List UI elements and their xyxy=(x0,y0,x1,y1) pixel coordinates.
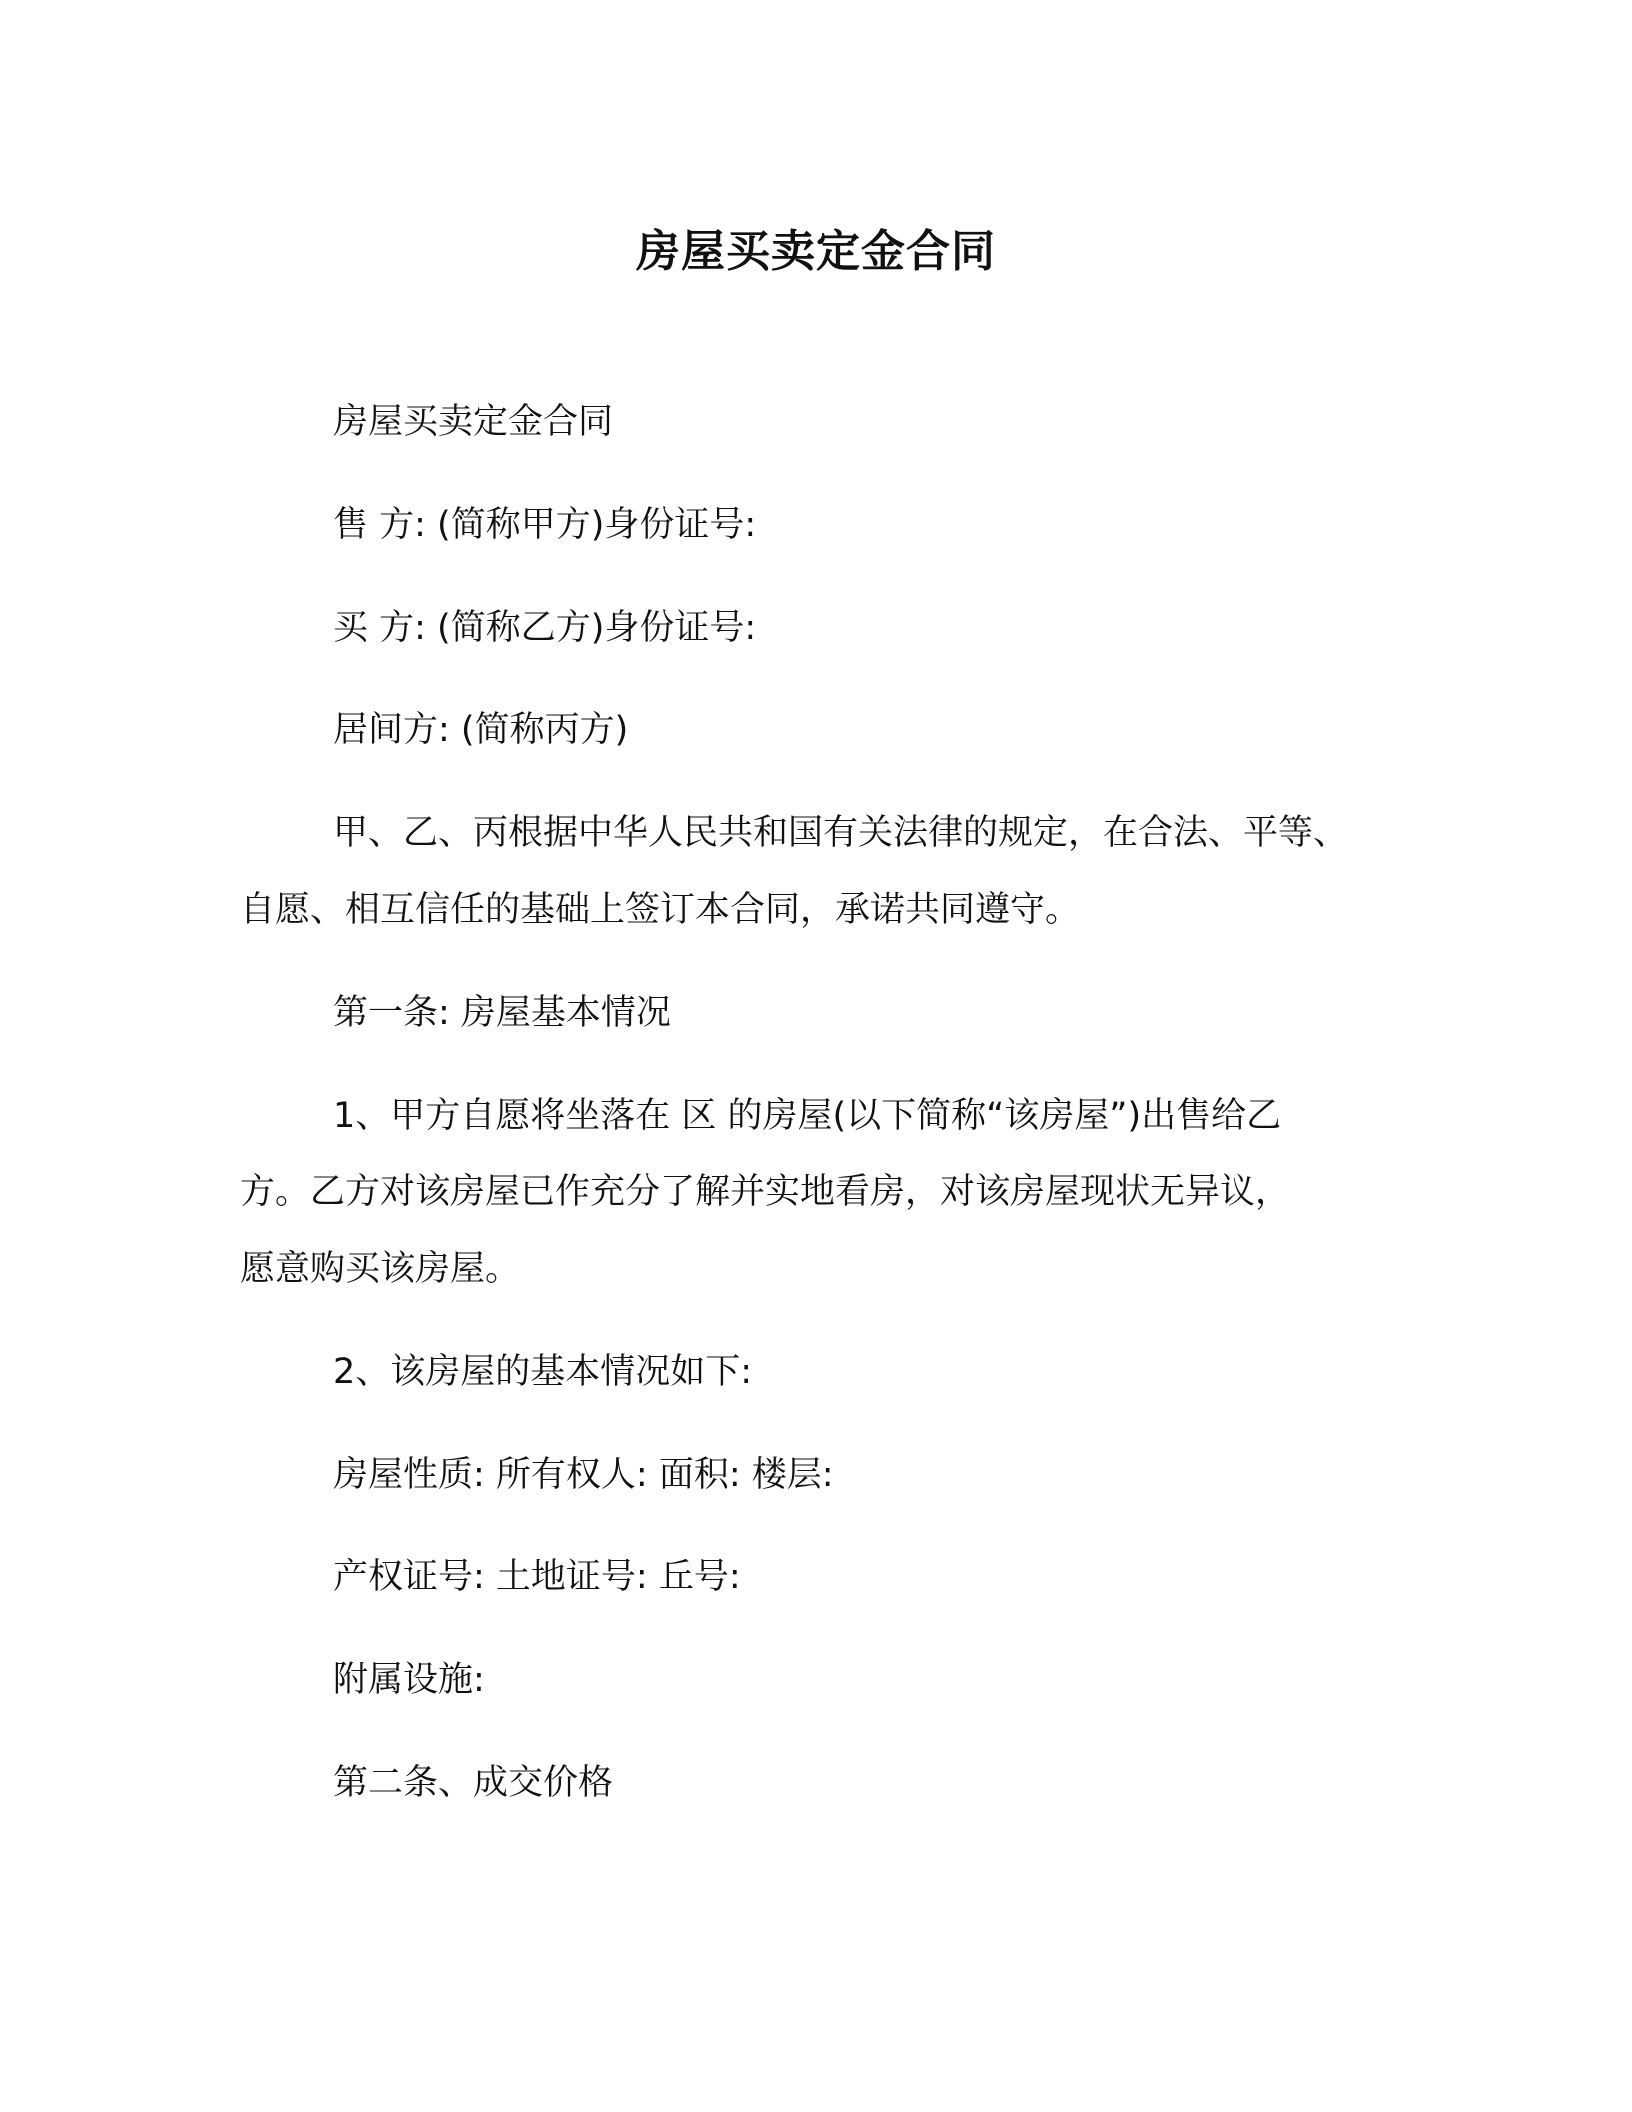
paragraph-line: 第二条、成交价格 xyxy=(333,1763,614,1803)
paragraph-line: 买 方: (简称乙方)身份证号: xyxy=(333,608,757,648)
paragraph-line: 第一条: 房屋基本情况 xyxy=(333,993,671,1033)
paragraph-line: 房屋性质: 所有权人: 面积: 楼层: xyxy=(333,1455,834,1495)
paragraph-line: 方。乙方对该房屋已作充分了解并实地看房，对该房屋现状无异议， xyxy=(240,1172,1291,1212)
paragraph-line: 产权证号: 土地证号: 丘号: xyxy=(333,1557,741,1597)
paragraph-line: 房屋买卖定金合同 xyxy=(333,402,614,442)
paragraph-line: 居间方: (简称丙方) xyxy=(333,710,629,750)
paragraph-line: 售 方: (简称甲方)身份证号: xyxy=(333,505,757,545)
paragraph-line: 自愿、相互信任的基础上签订本合同，承诺共同遵守。 xyxy=(240,890,1081,930)
paragraph-line: 附属设施: xyxy=(333,1660,485,1700)
paragraph-line: 甲、乙、丙根据中华人民共和国有关法律的规定，在合法、平等、 xyxy=(333,813,1349,853)
paragraph-line: 1、甲方自愿将坐落在 区 的房屋(以下简称“该房屋”)出售给乙 xyxy=(333,1096,1282,1136)
paragraph-line: 愿意购买该房屋。 xyxy=(240,1249,521,1289)
paragraph-line: 2、该房屋的基本情况如下: xyxy=(333,1352,753,1392)
document-title: 房屋买卖定金合同 xyxy=(636,226,996,277)
